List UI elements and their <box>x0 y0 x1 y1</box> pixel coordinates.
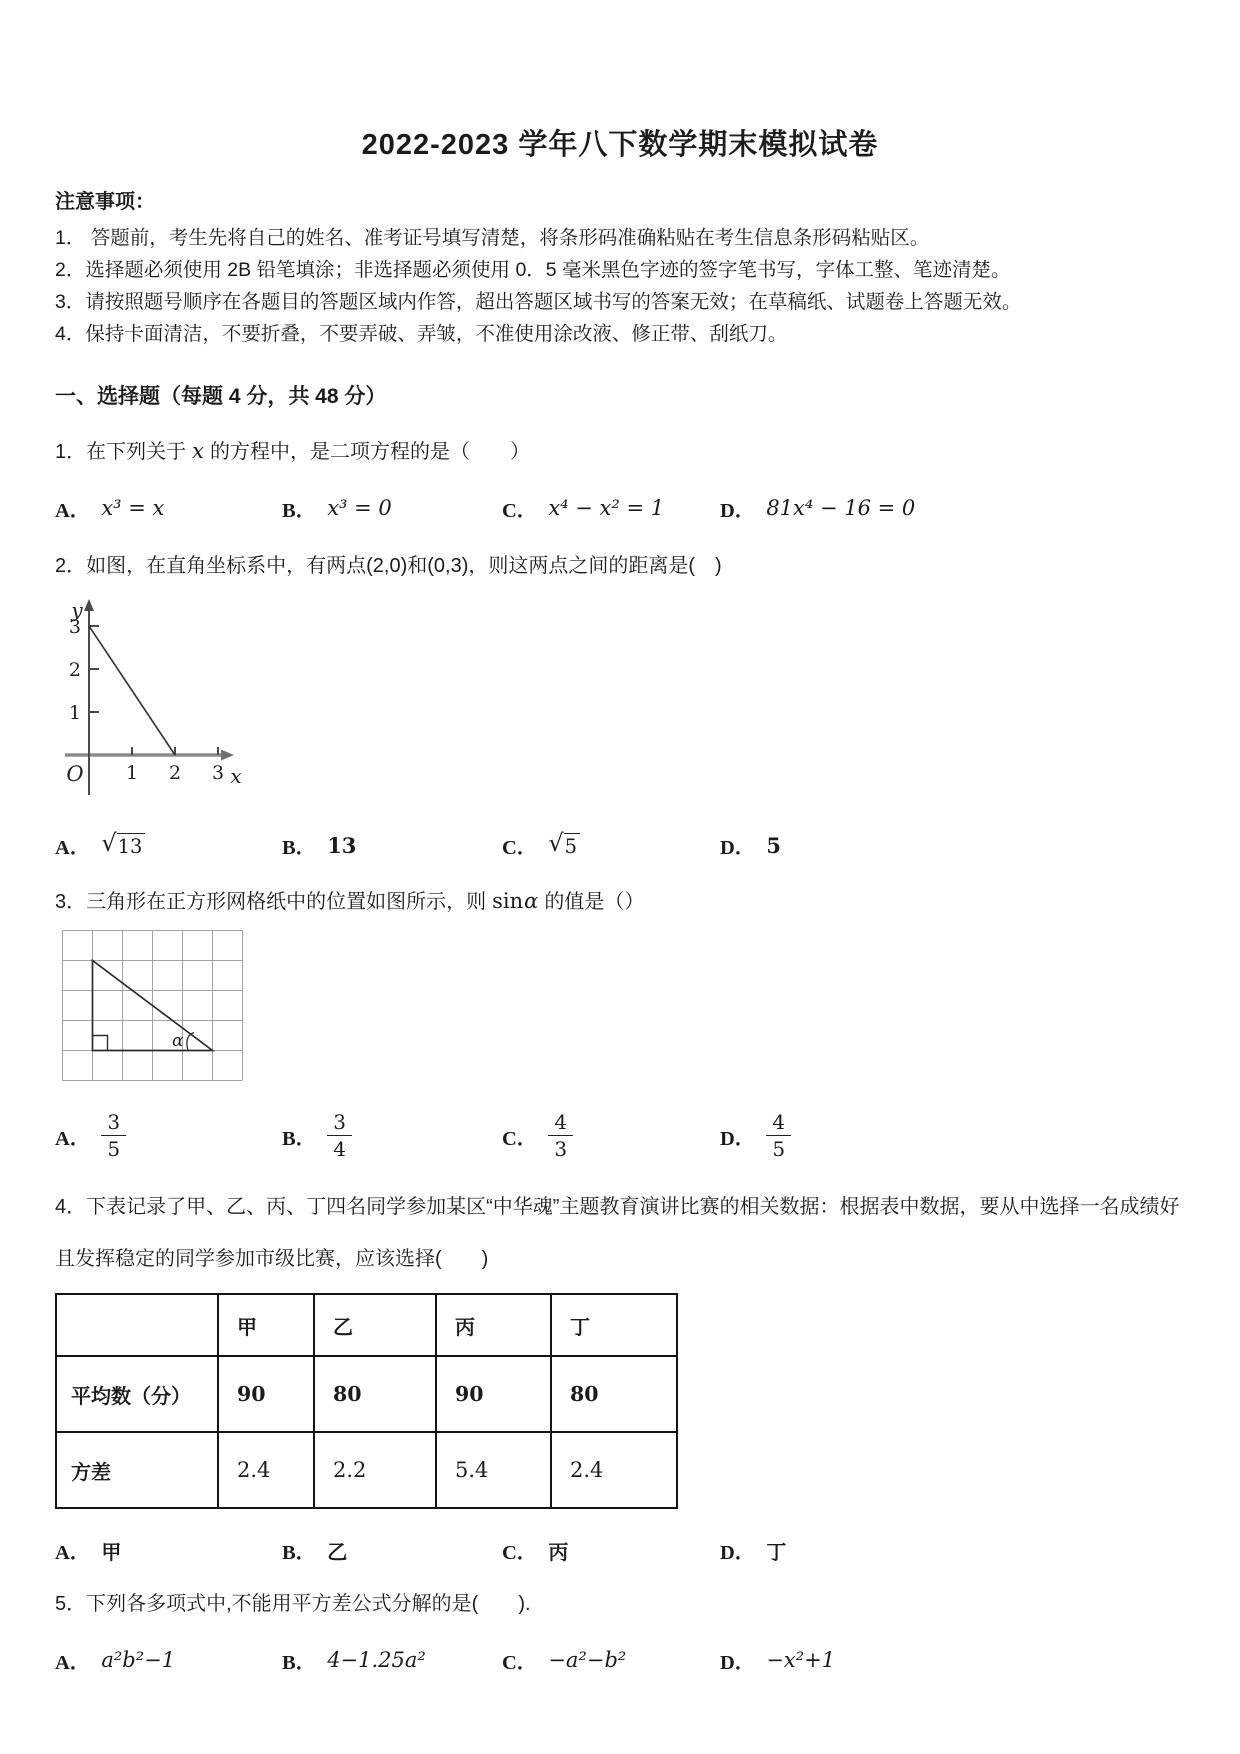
q4-option-c <box>502 1535 720 1565</box>
header-cell: 丁 <box>551 1294 677 1356</box>
x-tick-label-2: 2 <box>168 762 182 784</box>
q4-option-d <box>720 1535 1185 1565</box>
q1-option-a <box>55 493 282 523</box>
segment-line <box>89 626 175 755</box>
q5-option-b <box>282 1645 502 1675</box>
option-letter: B． <box>282 1127 317 1150</box>
option-letter: C． <box>502 1542 538 1564</box>
option-expression: 81x⁴ − 16 = 0 <box>766 496 916 520</box>
y-axis-arrow <box>84 599 94 611</box>
notice-item: 2．选择题必须使用 2B 铅笔填涂；非选择题必须使用 0．5 毫米黑色字迹的签字笔书写，字体工整、笔迹清楚。 <box>55 259 1011 281</box>
table-row <box>56 1432 677 1508</box>
value-cell: 80 <box>314 1356 436 1432</box>
x-tick-label-1: 1 <box>125 762 139 784</box>
table-row <box>56 1356 677 1432</box>
notice-section <box>55 185 1185 350</box>
denominator: 5 <box>772 1137 786 1161</box>
option-value: 13 <box>327 832 357 858</box>
option-letter: A． <box>55 1542 91 1564</box>
option-expression: −x²+1 <box>766 1648 836 1672</box>
question-5 <box>55 1589 1185 1675</box>
q5-stem: 5．下列各多项式中,不能用平方差公式分解的是( ). <box>55 1593 531 1615</box>
radical-sign: √ <box>101 828 117 857</box>
q1-stem-post: 的方程中，是二项方程的是（ ） <box>209 441 530 463</box>
fraction <box>327 1110 352 1161</box>
value-cell: 80 <box>551 1356 677 1432</box>
q1-options <box>55 493 1185 523</box>
q1-stem-pre: 1．在下列关于 <box>55 441 187 463</box>
option-letter: C． <box>502 500 538 522</box>
option-letter: A． <box>55 500 91 522</box>
notice-item: 4．保持卡面清洁，不要折叠，不要弄破、弄皱，不准使用涂改液、修正带、刮纸刀。 <box>55 323 788 345</box>
value-cell: 2.4 <box>551 1432 677 1508</box>
option-text: 乙 <box>327 1541 348 1564</box>
value-cell: 2.2 <box>314 1432 436 1508</box>
option-expression: a²b²−1 <box>101 1648 176 1672</box>
q3-options <box>55 1110 1185 1161</box>
option-letter: A． <box>55 837 91 859</box>
q1-option-b <box>282 493 502 523</box>
q1-stem-var: x <box>192 439 204 463</box>
grid-figure <box>59 927 246 1084</box>
q5-option-d <box>720 1645 1185 1675</box>
x-axis-label: x <box>230 764 242 788</box>
radical-expression <box>101 828 145 858</box>
value-cell: 2.4 <box>218 1432 314 1508</box>
option-letter: A． <box>55 1652 91 1674</box>
option-text: 丁 <box>766 1541 787 1564</box>
q4-options <box>55 1535 1185 1565</box>
question-4 <box>55 1181 1185 1565</box>
option-letter: B． <box>282 837 317 859</box>
header-cell: 甲 <box>218 1294 314 1356</box>
q4-option-b <box>282 1535 502 1565</box>
q3-alpha-var: α <box>524 889 539 913</box>
option-letter: D． <box>720 837 756 859</box>
row-label-cell: 方差 <box>56 1432 218 1508</box>
empty-header-cell <box>56 1294 218 1356</box>
q2-options <box>55 830 1185 860</box>
numerator: 4 <box>766 1110 791 1136</box>
option-letter: B． <box>282 500 317 522</box>
option-letter: B． <box>282 1652 317 1674</box>
q2-option-a <box>55 830 282 860</box>
row-label-cell: 平均数（分） <box>56 1356 218 1432</box>
numerator: 4 <box>548 1110 573 1136</box>
q3-sin-fn: sin <box>492 889 524 913</box>
score-table <box>55 1293 678 1509</box>
q3-stem <box>55 886 1185 917</box>
option-expression: x³ = 0 <box>327 496 392 520</box>
option-text: 甲 <box>101 1541 122 1564</box>
notice-heading: 注意事项： <box>55 191 155 213</box>
denominator: 3 <box>554 1137 568 1161</box>
x-tick-label-3: 3 <box>211 762 225 784</box>
question-3 <box>55 886 1185 1161</box>
option-letter: B． <box>282 1542 317 1564</box>
value-cell: 5.4 <box>436 1432 551 1508</box>
fraction <box>766 1110 791 1161</box>
q3-option-b <box>282 1110 502 1161</box>
q4-option-a <box>55 1535 282 1565</box>
fraction <box>101 1110 126 1161</box>
header-cell: 丙 <box>436 1294 551 1356</box>
right-angle-mark <box>93 1036 108 1051</box>
notice-item: 3．请按照题号顺序在各题目的答题区域内作答，超出答题区域书写的答案无效；在草稿纸、试题卷上答题无效。 <box>55 291 1022 313</box>
angle-label: α <box>172 1031 184 1051</box>
fraction <box>548 1110 573 1161</box>
q1-option-c <box>502 493 720 523</box>
q3-stem-pre: 3．三角形在正方形网格纸中的位置如图所示，则 <box>55 891 487 913</box>
section-heading-choice: 一、选择题（每题 4 分，共 48 分） <box>55 385 387 408</box>
value-cell: 90 <box>436 1356 551 1432</box>
q3-option-a <box>55 1110 282 1161</box>
radicand: 5 <box>564 833 580 858</box>
exam-title: 2022-2023 学年八下数学期末模拟试卷 <box>361 129 879 161</box>
q5-option-c <box>502 1645 720 1675</box>
q3-option-d <box>720 1110 1185 1161</box>
option-letter: D． <box>720 1127 756 1150</box>
q2-option-c <box>502 830 720 860</box>
q2-option-b <box>282 830 502 860</box>
q5-option-a <box>55 1645 282 1675</box>
option-letter: D． <box>720 1542 756 1564</box>
q4-stem: 4．下表记录了甲、乙、丙、丁四名同学参加某区“中华魂”主题教育演讲比赛的相关数据：根据表中数据，要从中选择一名成绩好且发挥稳定的同学参加市级比赛，应该选择( ) <box>55 1196 1180 1270</box>
numerator: 3 <box>101 1110 126 1136</box>
option-letter: C． <box>502 1652 538 1674</box>
numerator: 3 <box>327 1110 352 1136</box>
notice-item: 1． 答题前，考生先将自己的姓名、准考证号填写清楚，将条形码准确粘贴在考生信息条形码粘贴区。 <box>55 227 930 249</box>
option-expression: x⁴ − x² = 1 <box>548 496 665 520</box>
x-axis-arrow <box>221 750 234 761</box>
y-axis-label: y <box>71 598 83 622</box>
y-tick-label-1: 1 <box>68 702 81 724</box>
option-expression: 4−1.25a² <box>327 1648 426 1672</box>
radicand: 13 <box>117 833 146 858</box>
option-letter: C． <box>502 837 538 859</box>
q3-stem-post: 的值是（） <box>544 891 645 913</box>
q2-stem: 2．如图，在直角坐标系中，有两点(2,0)和(0,3)，则这两点之间的距离是( ) <box>55 555 722 577</box>
q5-options <box>55 1645 1185 1675</box>
origin-label: O <box>66 762 84 786</box>
option-expression: −a²−b² <box>548 1648 627 1672</box>
option-text: 丙 <box>548 1541 569 1564</box>
coordinate-figure <box>59 595 244 800</box>
table-header-row <box>56 1294 677 1356</box>
q3-option-c <box>502 1110 720 1161</box>
radical-sign: √ <box>548 828 564 857</box>
question-1 <box>55 436 1185 523</box>
option-value: 5 <box>766 832 781 858</box>
denominator: 5 <box>107 1137 121 1161</box>
option-letter: A． <box>55 1127 91 1150</box>
y-tick-label-2: 2 <box>68 659 81 681</box>
option-letter: D． <box>720 1652 756 1674</box>
denominator: 4 <box>333 1137 346 1161</box>
radical-expression <box>548 828 580 858</box>
option-letter: D． <box>720 500 756 522</box>
option-expression: x³ = x <box>101 496 165 520</box>
question-2 <box>55 551 1185 860</box>
q1-option-d <box>720 493 1185 523</box>
y-tick-label-3: 3 <box>68 616 81 638</box>
q1-stem <box>55 436 1185 467</box>
q2-option-d <box>720 830 1185 860</box>
option-letter: C． <box>502 1127 538 1150</box>
value-cell: 90 <box>218 1356 314 1432</box>
header-cell: 乙 <box>314 1294 436 1356</box>
